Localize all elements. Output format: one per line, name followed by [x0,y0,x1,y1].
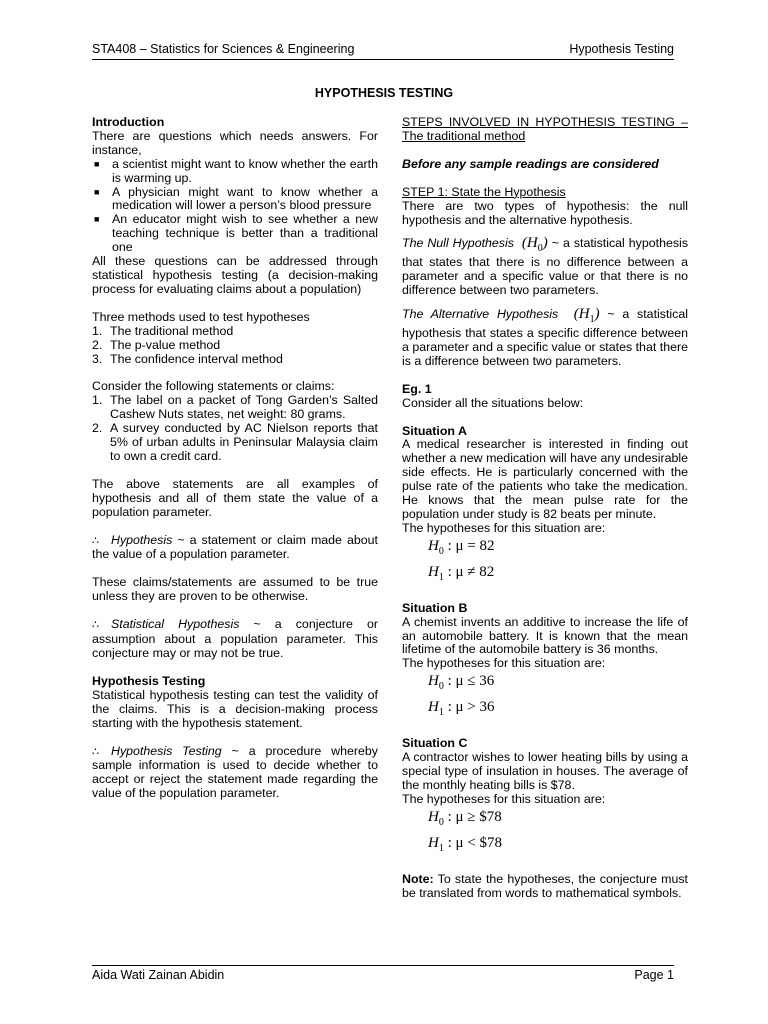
null-hypothesis-formula: $H_0$ : μ = 82 [428,537,495,557]
definition-hypothesis: ∴ Hypothesis ~ a statement or claim made about the value of a population parameter. [92,532,378,562]
bullet-icon: ■ [94,214,100,225]
situation-a-heading: Situation A [402,423,467,438]
situation-b-heading: Situation B [402,600,468,615]
right-column [402,116,688,901]
intro-text: There are questions which needs answers. For instance, [92,128,378,157]
situation-a-text: A medical researcher is interested in finding out whether a new medication will have any undesirable side effects. He is particularly concerned with the pulse rate of the patients who take the medication. He knows that the mean pulse rate for the population under study is 82 beats per minute. [402,437,688,521]
therefore-icon: ∴ [92,619,99,632]
page-number: Page 1 [634,968,674,982]
hypotheses-intro: The hypotheses for this situation are: [402,520,606,535]
definition-statistical-hypothesis: ∴ Statistical Hypothesis ~ a conjecture or assumption about a population parameter. This conjecture may or may not be true. [92,617,378,660]
hypotheses-intro: The hypotheses for this situation are: [402,791,606,806]
therefore-icon: ∴ [92,534,99,547]
situation-c-text: A contractor wishes to lower heating bills by using a special type of insulation in houses. The average of the monthly heating bills is $78. [402,750,688,792]
list-item: 3. The confidence interval method [92,351,283,366]
alt-hypothesis-formula: $H_1$ : μ ≠ 82 [428,563,495,583]
page-title: HYPOTHESIS TESTING [314,86,454,100]
assumed-text: These claims/statements are assumed to be true unless they are proven to be otherwise. [92,575,378,604]
situation-c-heading: Situation C [402,736,468,751]
addressed-text: All these questions can be addressed through statistical hypothesis testing (a decision-making process for evaluating claims about a population) [92,254,378,296]
before-text: Before any sample readings are considered [402,156,659,171]
topic-title: Hypothesis Testing [569,42,674,56]
list-item: ■ An educator might wish to see whether a new teaching technique is better than a traditional one [94,212,378,255]
course-title: STA408 – Statistics for Sciences & Engineering [92,42,355,56]
situation-b-text: A chemist invents an additive to increase the life of an automobile battery. It is known that the mean lifetime of the automobile battery is 36 months. [402,614,688,657]
step1-heading: STEP 1: State the Hypothesis [402,184,566,199]
claims-intro: Consider the following statements or claims: [92,379,335,394]
null-hypothesis-definition: The Null Hypothesis $(H_0)$ ~ a statistical hypothesis that states that there is no difference between a parameter and a specific value or that there is no difference between two parameters. [402,235,689,298]
alt-hypothesis-definition: The Alternative Hypothesis $(H_1)$ ~ a statistical hypothesis that states a specific difference between a parameter and a specific value or states that there is a difference between two parameters. [402,306,688,368]
step1-text: There are two types of hypothesis: the null hypothesis and the alternative hypothesis. [402,198,688,227]
above-text: The above statements are all examples of hypothesis and all of them state the value of a population parameter. [92,476,378,519]
page-footer [92,968,674,982]
left-column [92,116,378,801]
methods-intro: Three methods used to test hypotheses [92,309,310,324]
definition-hypothesis-testing: ∴ Hypothesis Testing ~ a procedure whereby sample information is used to decide whether to accept or reject the statement made regarding the value of the population parameter. [92,743,379,801]
eg-text: Consider all the situations below: [402,395,584,410]
therefore-icon: ∴ [92,745,99,758]
null-hypothesis-formula: $H_0$ : μ ≥ $78 [428,808,502,828]
list-item: ■ a scientist might want to know whether the earth is warming up. [94,156,378,185]
ht-heading: Hypothesis Testing [92,673,206,688]
steps-heading: STEPS INVOLVED IN HYPOTHESIS TESTING – The traditional method [402,115,688,143]
footer-rule [92,965,674,966]
alt-hypothesis-formula: $H_1$ : μ < $78 [428,834,503,854]
author-name: Aida Wati Zainan Abidin [92,968,225,982]
page-header [92,42,674,56]
eg-heading: Eg. 1 [402,381,432,396]
bullet-icon: ■ [94,186,100,197]
list-item: 2. The p-value method [92,337,221,352]
alt-hypothesis-formula: $H_1$ : μ > 36 [428,699,495,719]
list-item: 1. The label on a packet of Tong Garden’s Salted Cashew Nuts states, net weight: 80 grams. [92,393,378,422]
hypotheses-intro: The hypotheses for this situation are: [402,656,606,671]
bullet-icon: ■ [94,158,100,169]
intro-heading: Introduction [92,115,165,129]
ht-text: Statistical hypothesis testing can test the validity of the claims. This is a decision-making process starting with the hypothesis statement. [92,687,378,730]
list-item: ■ A physician might want to know whether a medication will lower a person’s blood pressure [94,184,378,213]
list-item: 1. The traditional method [92,323,234,338]
header-rule [92,59,674,60]
list-item: 2. A survey conducted by AC Nielson reports that 5% of urban adults in Peninsular Malaysia claim to own a credit card. [92,421,378,463]
note-text: Note: To state the hypotheses, the conjecture must be translated from words to mathematical symbols. [402,871,688,900]
null-hypothesis-formula: $H_0$ : μ ≤ 36 [428,673,495,693]
